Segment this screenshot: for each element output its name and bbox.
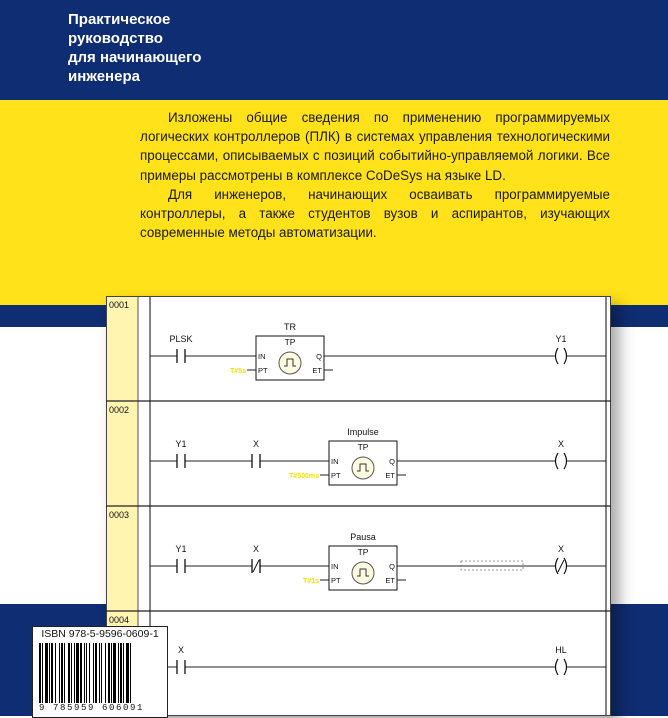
barcode-bar — [99, 643, 100, 703]
timer-pin-pt: PT — [258, 366, 268, 375]
barcode-bar — [123, 643, 124, 703]
barcode-bar — [51, 643, 53, 703]
isbn-number: ISBN 978-5-9596-0609-1 — [41, 628, 159, 640]
barcode-bar — [101, 643, 102, 703]
barcode-bar — [113, 643, 116, 703]
timer-instance-name: Impulse — [347, 427, 379, 437]
barcode-bar — [111, 643, 112, 703]
contact-label: X — [252, 544, 260, 554]
network-number: 0001 — [109, 300, 130, 310]
barcode-bar — [118, 643, 119, 703]
barcode-bar — [108, 643, 110, 703]
barcode-bar — [93, 643, 94, 703]
clock-icon — [352, 457, 374, 479]
timer-pin-q: Q — [316, 352, 322, 361]
timer-pin-q: Q — [389, 457, 395, 466]
contact-label: PLSK — [169, 334, 193, 344]
timer-instance-name: Pausa — [350, 532, 376, 542]
contact-label: Y1 — [175, 439, 187, 449]
timer-pin-pt: PT — [331, 576, 341, 585]
pt-preset-value: T#5s — [230, 368, 246, 375]
barcode-bar — [61, 643, 63, 703]
barcode-bar — [130, 643, 131, 703]
barcode-bar — [86, 643, 87, 703]
timer-pin-in: IN — [331, 457, 339, 466]
timer-type: TP — [357, 547, 369, 557]
annotation-paragraph-2: Для инженеров, начинающих осваивать программируемые контроллеры, а также студентов вузов и аспирантов, изучающих современные методы автоматизации. — [140, 186, 610, 241]
subtitle-line-4: инженера — [68, 68, 140, 85]
subtitle-line-1: Практическое — [68, 11, 171, 28]
coil-label: Y1 — [555, 334, 567, 344]
barcode-bar — [42, 643, 43, 703]
book-annotation — [140, 108, 610, 242]
barcode-bar — [68, 643, 70, 703]
contact-label: Y1 — [175, 544, 187, 554]
network-number: 0004 — [109, 615, 130, 625]
barcode-bar — [49, 643, 50, 703]
coil-label: X — [557, 544, 565, 554]
clock-icon — [279, 352, 301, 374]
barcode-bar — [89, 643, 90, 703]
barcode-bar — [126, 643, 129, 703]
timer-instance-name: TR — [284, 322, 296, 332]
barcode-bar — [80, 643, 82, 703]
barcode-bar — [84, 643, 85, 703]
timer-pin-q: Q — [389, 562, 395, 571]
contact-label: X — [177, 645, 185, 655]
pt-preset-value: T#1s — [303, 578, 319, 585]
annotation-paragraph-1: Изложены общие сведения по применению программируемых логических контроллеров (ПЛК) в системах управления технологическими процессами, описываемых с позиций событийно-управляемой логики. Все примеры рассмотрены в комплексе CoDeSys на языке LD. — [140, 110, 610, 183]
subtitle-line-3: для начинающего — [68, 49, 202, 66]
barcode-bar — [45, 643, 48, 703]
barcode-bar — [95, 643, 97, 703]
timer-type: TP — [284, 337, 296, 347]
timer-pin-et: ET — [385, 471, 395, 480]
clock-icon — [352, 562, 374, 584]
coil-label: HL — [555, 645, 567, 655]
timer-pin-et: ET — [312, 366, 322, 375]
timer-pin-in: IN — [258, 352, 266, 361]
barcode-bar — [55, 643, 56, 703]
barcode-bar — [64, 643, 65, 703]
coil-label: X — [557, 439, 565, 449]
timer-pin-et: ET — [385, 576, 395, 585]
barcode-bar — [120, 643, 122, 703]
barcode-bar — [39, 643, 41, 703]
ladder-diagram-svg — [106, 296, 611, 716]
barcode-digits: 9 785959 606091 — [39, 703, 145, 713]
isbn-barcode-block — [32, 626, 168, 718]
book-subtitle — [68, 10, 201, 86]
network-number: 0002 — [109, 405, 130, 415]
barcode-bar — [59, 643, 60, 703]
barcode-bar — [76, 643, 79, 703]
barcode-bar — [71, 643, 72, 703]
pt-preset-value: T#500ms — [289, 473, 319, 480]
subtitle-line-2: руководство — [68, 30, 163, 47]
network-number: 0003 — [109, 510, 130, 520]
barcode-bar — [105, 643, 106, 703]
timer-pin-pt: PT — [331, 471, 341, 480]
barcode-bar — [74, 643, 75, 703]
barcode-icon — [39, 643, 163, 703]
ladder-diagram — [106, 296, 611, 716]
contact-label: X — [252, 439, 260, 449]
timer-type: TP — [357, 442, 369, 452]
timer-pin-in: IN — [331, 562, 339, 571]
